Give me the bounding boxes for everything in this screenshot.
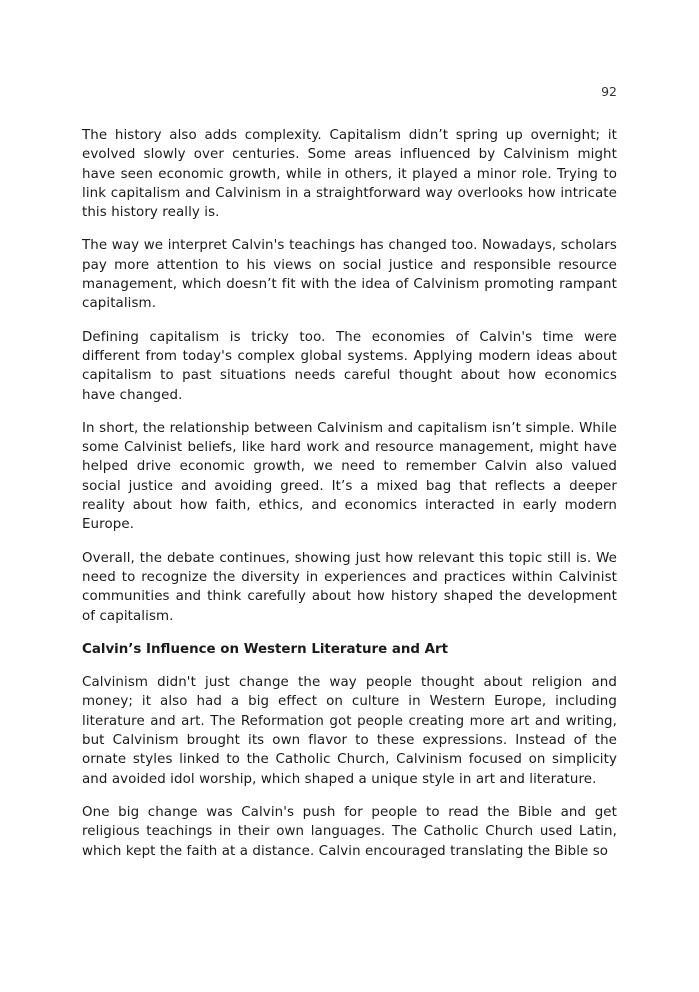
paragraph-bible-languages: One big change was Calvin's push for people to read the Bible and get religious teachings in their own languages. The Catholic Church used Latin, which kept the faith at a distance. Calvin encouraged translating the Bible so bbox=[82, 804, 617, 859]
paragraph-overall: Overall, the debate continues, showing just how relevant this topic still is. We need to recognize the diversity in experiences and practices within Calvinist communities and think carefully about how history shaped the development of capitalism. bbox=[82, 550, 617, 624]
paragraph-in-short: In short, the relationship between Calvinism and capitalism isn’t simple. While some Calvinist beliefs, like hard work and resource management, might have helped drive economic growth, we need to remember Calvin also valued social justice and avoiding greed. It’s a mixed bag that reflects a deeper reality about how faith, ethics, and economics interacted in early modern Europe. bbox=[82, 420, 617, 533]
paragraph-culture-effect: Calvinism didn't just change the way people thought about religion and money; it also had a big effect on culture in Western Europe, including literature and art. The Reformation got people creating more art and writing, but Calvinism brought its own flavor to these expressions. Instead of the ornate styles linked to the Catholic Church, Calvinism focused on simplicity and avoided idol worship, which shaped a unique style in art and literature. bbox=[82, 675, 617, 787]
page-body bbox=[82, 126, 617, 875]
paragraph-history-complexity: The history also adds complexity. Capitalism didn’t spring up overnight; it evolved slowly over centuries. Some areas influenced by Calvinism might have seen economic growth, while in others, it played a minor role. Trying to link capitalism and Calvinism in a straightforward way overlooks how intricate this history really is. bbox=[82, 128, 617, 221]
paragraph-interpretation: The way we interpret Calvin's teachings has changed too. Nowadays, scholars pay more attention to his views on social justice and responsible resource management, which doesn’t fit with the idea of Calvinism promoting rampant capitalism. bbox=[82, 238, 617, 312]
page-number: 92 bbox=[601, 84, 617, 99]
section-heading: Calvin’s Influence on Western Literature and Art bbox=[82, 641, 449, 657]
paragraph-defining-capitalism: Defining capitalism is tricky too. The economies of Calvin's time were different from today's complex global systems. Applying modern ideas about capitalism to past situations needs careful thought about how economics have changed. bbox=[82, 329, 617, 403]
